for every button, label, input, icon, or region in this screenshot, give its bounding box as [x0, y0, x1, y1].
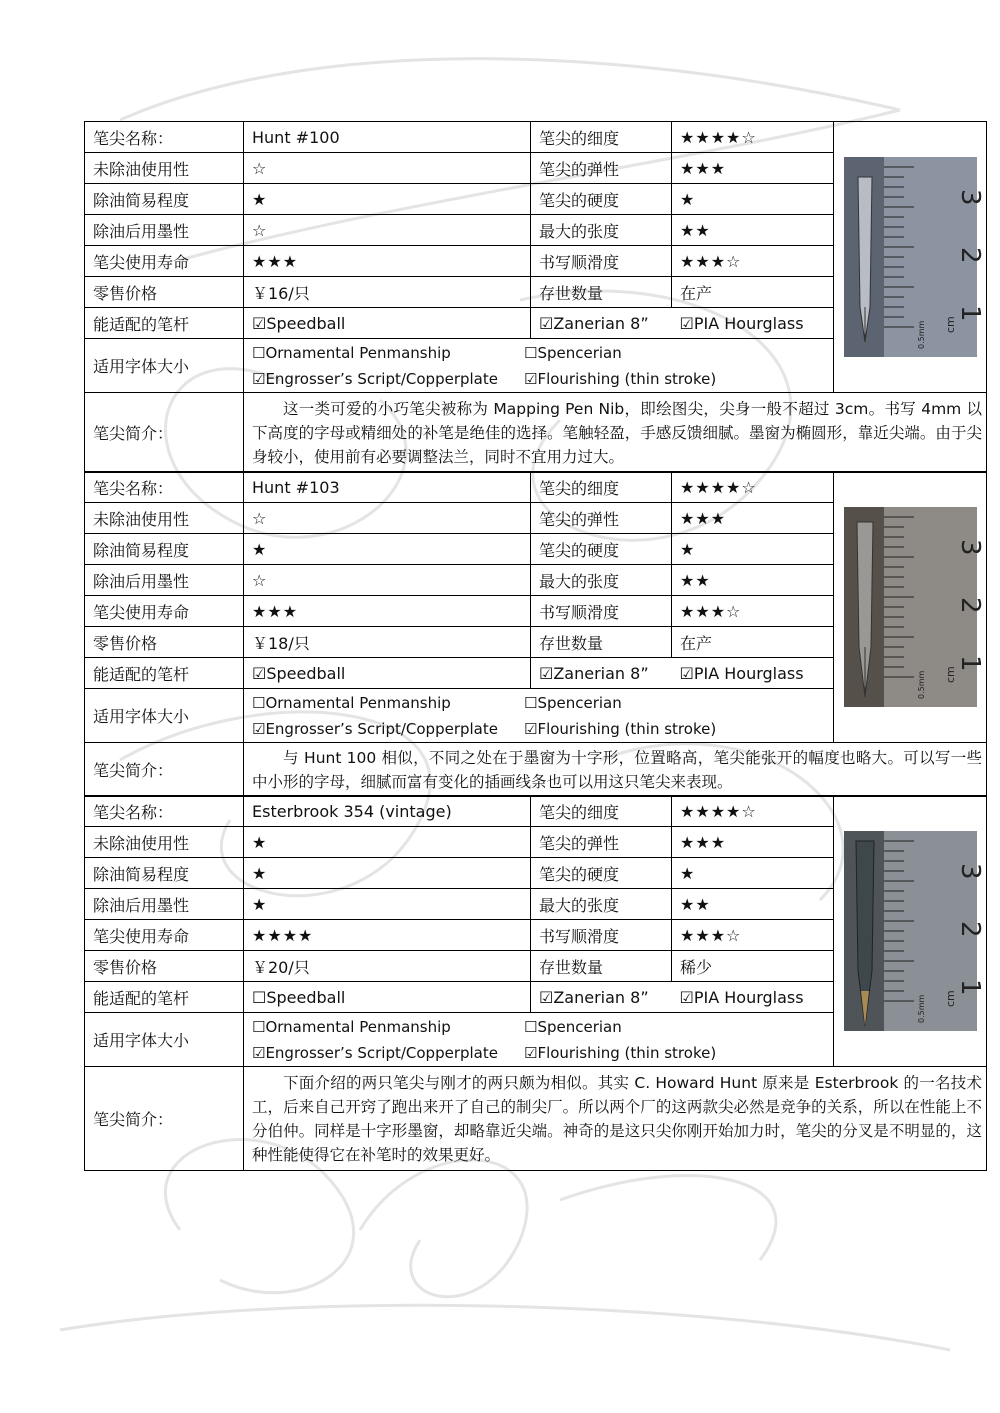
ink-after-rating: ☆ — [244, 215, 531, 246]
nib-intro: 与 Hunt 100 相似，不同之处在于墨窗为十字形，位置略高，笔尖能张开的幅度也略大。可以写一些中小形的字母，细腻而富有变化的插画线条也可以用这只笔尖来表现。 — [244, 743, 987, 797]
label-elasticity: 笔尖的弹性 — [531, 153, 672, 184]
label-price: 零售价格 — [85, 277, 244, 308]
label-life: 笔尖使用寿命 — [85, 920, 244, 951]
label-spread: 最大的张度 — [531, 889, 672, 920]
hardness-rating: ★ — [672, 184, 834, 215]
font-option-d: ☑Flourishing (thin stroke) — [524, 369, 717, 388]
label-life: 笔尖使用寿命 — [85, 246, 244, 277]
nib-photo-ruler-image — [844, 831, 985, 1031]
life-rating: ★★★★ — [244, 920, 531, 951]
label-smoothness: 书写顺滑度 — [531, 920, 672, 951]
svg-text:3: 3 — [954, 189, 985, 206]
svg-text:3: 3 — [954, 539, 985, 556]
svg-text:2: 2 — [954, 597, 985, 614]
label-price: 零售价格 — [85, 627, 244, 658]
font-option-a: ☐Ornamental Penmanship — [252, 693, 451, 712]
unpolished-rating: ☆ — [244, 503, 531, 534]
holder-option-a: ☑Speedball — [244, 308, 531, 339]
label-elasticity: 笔尖的弹性 — [531, 827, 672, 858]
label-intro: 笔尖简介： — [85, 1067, 244, 1171]
label-holder: 能适配的笔杆 — [85, 982, 244, 1013]
label-degrease-ease: 除油简易程度 — [85, 184, 244, 215]
label-font-size: 适用字体大小 — [85, 689, 244, 743]
label-name: 笔尖名称： — [85, 472, 244, 503]
svg-text:3: 3 — [954, 863, 985, 880]
unpolished-rating: ☆ — [244, 153, 531, 184]
svg-text:1: 1 — [954, 655, 985, 672]
label-unpolished: 未除油使用性 — [85, 503, 244, 534]
label-intro: 笔尖简介： — [85, 393, 244, 473]
holder-option-a: ☑Speedball — [244, 658, 531, 689]
svg-text:2: 2 — [954, 247, 985, 264]
label-life: 笔尖使用寿命 — [85, 596, 244, 627]
spread-rating: ★★ — [672, 889, 834, 920]
font-size-options — [244, 689, 834, 743]
font-option-d: ☑Flourishing (thin stroke) — [524, 719, 717, 738]
nib-table — [84, 121, 987, 473]
holder-option-c: ☑PIA Hourglass — [672, 658, 834, 689]
label-degrease-ease: 除油简易程度 — [85, 858, 244, 889]
elasticity-rating: ★★★ — [672, 503, 834, 534]
svg-text:cm: cm — [943, 666, 957, 683]
price-value: ￥20/只 — [244, 951, 531, 982]
label-intro: 笔尖简介： — [85, 743, 244, 797]
nib-table — [84, 471, 987, 797]
font-option-c: ☑Engrosser’s Script/Copperplate — [252, 719, 498, 738]
elasticity-rating: ★★★ — [672, 153, 834, 184]
smoothness-rating: ★★★☆ — [672, 246, 834, 277]
svg-text:1: 1 — [954, 305, 985, 322]
nib-photo-cell — [834, 796, 987, 1067]
font-size-options — [244, 339, 834, 393]
spread-rating: ★★ — [672, 565, 834, 596]
holder-option-a: ☐Speedball — [244, 982, 531, 1013]
nib-intro: 这一类可爱的小巧笔尖被称为 Mapping Pen Nib，即绘图尖，尖身一般不超过 3cm。书写 4mm 以下高度的字母或精细处的补笔是绝佳的选择。笔触轻盈，手感反馈细腻。墨窗为椭圆形，靠近尖端。由于尖身较小，使用前有必要调整法兰，同时不宜用力过大。 — [244, 393, 987, 473]
font-option-d: ☑Flourishing (thin stroke) — [524, 1043, 717, 1062]
holder-option-b: ☑Zanerian 8” — [531, 658, 672, 689]
font-option-b: ☐Spencerian — [524, 343, 622, 362]
degrease-ease-rating: ★ — [244, 534, 531, 565]
nib-intro: 下面介绍的两只笔尖与刚才的两只颇为相似。其实 C. Howard Hunt 原来是 Esterbrook 的一名技术工，后来自己开窍了跑出来开了自己的制尖厂。所以两个厂的这两款尖必然是竞争的关系，所以在性能上不分伯仲。同样是十字形墨窗，却略靠近尖端。神奇的是这只尖你刚开始加力时，笔尖的分叉是不明显的，这种性能使得它在补笔时的效果更好。 — [244, 1067, 987, 1171]
font-option-c: ☑Engrosser’s Script/Copperplate — [252, 369, 498, 388]
label-ink-after: 除油后用墨性 — [85, 889, 244, 920]
label-spread: 最大的张度 — [531, 565, 672, 596]
label-stock: 存世数量 — [531, 627, 672, 658]
font-option-b: ☐Spencerian — [524, 1017, 622, 1036]
label-degrease-ease: 除油简易程度 — [85, 534, 244, 565]
label-holder: 能适配的笔杆 — [85, 308, 244, 339]
font-option-a: ☐Ornamental Penmanship — [252, 1017, 451, 1036]
svg-text:cm: cm — [943, 316, 957, 333]
holder-option-b: ☑Zanerian 8” — [531, 308, 672, 339]
holder-option-b: ☑Zanerian 8” — [531, 982, 672, 1013]
spread-rating: ★★ — [672, 215, 834, 246]
svg-text:1: 1 — [954, 979, 985, 996]
life-rating: ★★★ — [244, 246, 531, 277]
degrease-ease-rating: ★ — [244, 858, 531, 889]
hardness-rating: ★ — [672, 534, 834, 565]
stock-value: 在产 — [672, 277, 834, 308]
hardness-rating: ★ — [672, 858, 834, 889]
label-stock: 存世数量 — [531, 277, 672, 308]
nib-name: Hunt #100 — [244, 122, 531, 153]
label-fineness: 笔尖的细度 — [531, 472, 672, 503]
holder-option-c: ☑PIA Hourglass — [672, 982, 834, 1013]
label-smoothness: 书写顺滑度 — [531, 596, 672, 627]
font-size-options — [244, 1013, 834, 1067]
svg-text:2: 2 — [954, 921, 985, 938]
unpolished-rating: ★ — [244, 827, 531, 858]
label-ink-after: 除油后用墨性 — [85, 565, 244, 596]
nib-name: Hunt #103 — [244, 472, 531, 503]
svg-text:0.5mm: 0.5mm — [916, 320, 926, 349]
stock-value: 稀少 — [672, 951, 834, 982]
label-unpolished: 未除油使用性 — [85, 827, 244, 858]
nib-photo-ruler-image — [844, 157, 985, 357]
label-hardness: 笔尖的硬度 — [531, 184, 672, 215]
label-ink-after: 除油后用墨性 — [85, 215, 244, 246]
svg-text:0.5mm: 0.5mm — [916, 670, 926, 699]
label-hardness: 笔尖的硬度 — [531, 534, 672, 565]
label-unpolished: 未除油使用性 — [85, 153, 244, 184]
label-smoothness: 书写顺滑度 — [531, 246, 672, 277]
font-option-c: ☑Engrosser’s Script/Copperplate — [252, 1043, 498, 1062]
font-option-b: ☐Spencerian — [524, 693, 622, 712]
elasticity-rating: ★★★ — [672, 827, 834, 858]
label-fineness: 笔尖的细度 — [531, 122, 672, 153]
nib-photo-cell — [834, 122, 987, 393]
price-value: ￥18/只 — [244, 627, 531, 658]
label-spread: 最大的张度 — [531, 215, 672, 246]
fineness-rating: ★★★★☆ — [672, 122, 834, 153]
label-holder: 能适配的笔杆 — [85, 658, 244, 689]
svg-text:0.5mm: 0.5mm — [916, 994, 926, 1023]
label-font-size: 适用字体大小 — [85, 1013, 244, 1067]
svg-text:cm: cm — [943, 990, 957, 1007]
label-font-size: 适用字体大小 — [85, 339, 244, 393]
ink-after-rating: ★ — [244, 889, 531, 920]
nib-photo-ruler-image — [844, 507, 985, 707]
smoothness-rating: ★★★☆ — [672, 596, 834, 627]
label-elasticity: 笔尖的弹性 — [531, 503, 672, 534]
label-stock: 存世数量 — [531, 951, 672, 982]
life-rating: ★★★ — [244, 596, 531, 627]
label-name: 笔尖名称： — [85, 122, 244, 153]
label-price: 零售价格 — [85, 951, 244, 982]
smoothness-rating: ★★★☆ — [672, 920, 834, 951]
holder-option-c: ☑PIA Hourglass — [672, 308, 834, 339]
degrease-ease-rating: ★ — [244, 184, 531, 215]
fineness-rating: ★★★★☆ — [672, 472, 834, 503]
price-value: ￥16/只 — [244, 277, 531, 308]
ink-after-rating: ☆ — [244, 565, 531, 596]
fineness-rating: ★★★★☆ — [672, 796, 834, 827]
stock-value: 在产 — [672, 627, 834, 658]
label-name: 笔尖名称： — [85, 796, 244, 827]
nib-photo-cell — [834, 472, 987, 743]
font-option-a: ☐Ornamental Penmanship — [252, 343, 451, 362]
label-fineness: 笔尖的细度 — [531, 796, 672, 827]
nib-table — [84, 795, 987, 1171]
label-hardness: 笔尖的硬度 — [531, 858, 672, 889]
nib-name: Esterbrook 354 (vintage) — [244, 796, 531, 827]
